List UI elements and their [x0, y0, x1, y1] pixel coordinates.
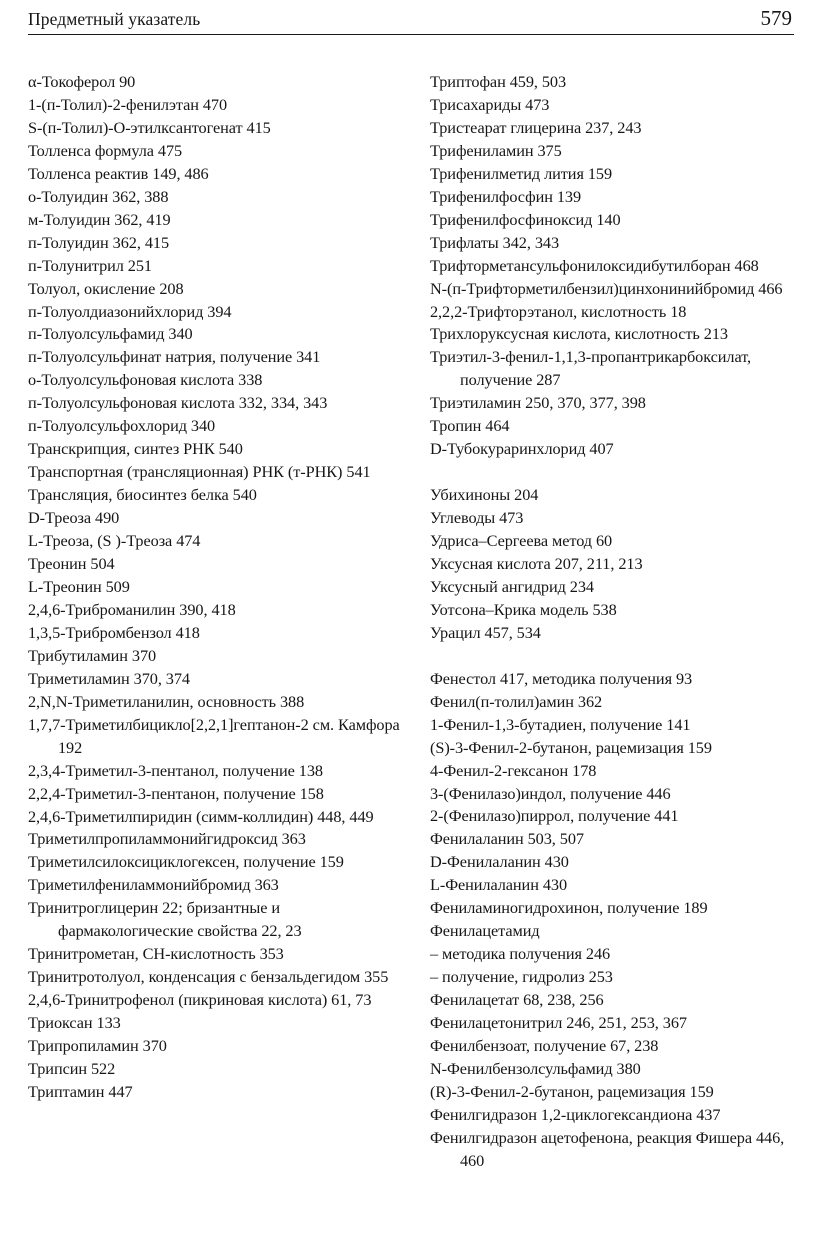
index-entry: 1-Фенил-1,3-бутадиен, получение 141: [430, 714, 691, 734]
index-entry: Фенилаланин 503, 507: [430, 829, 584, 849]
index-entry: 1,7,7-Триметилбицикло[2,2,1]гептанон-2 см. Камфора 192: [28, 714, 400, 757]
index-entry: Уксусный ангидрид 234: [430, 576, 594, 596]
index-entry: Фенилгидразон 1,2-циклогександиона 437: [430, 1104, 721, 1124]
index-entry: Тропин 464: [430, 416, 510, 436]
index-entry: п-Толуолсульфоновая кислота 332, 334, 343: [28, 393, 328, 413]
index-entry: Фенестол 417, методика получения 93: [430, 668, 693, 688]
index-entry: Трипропиламин 370: [28, 1036, 167, 1056]
index-entry: п-Толуолсульфинат натрия, получение 341: [28, 347, 321, 367]
index-entry: Триоксан 133: [28, 1013, 121, 1033]
index-entry: Триметилсилоксициклогексен, получение 159: [28, 852, 344, 872]
index-entry: Трифторметансульфонилоксидибутилборан 468: [430, 255, 759, 275]
index-entry: Фенилацетамид: [430, 921, 540, 941]
index-entry: Фенилацетонитрил 246, 251, 253, 367: [430, 1013, 687, 1033]
index-entry: Убихиноны 204: [430, 485, 539, 505]
index-entry: о-Толуидин 362, 388: [28, 186, 169, 206]
index-entry: Трифенилметид лития 159: [430, 163, 613, 183]
index-entry: 2,4,6-Триброманилин 390, 418: [28, 599, 236, 619]
index-entry: Фенилбензоат, получение 67, 238: [430, 1036, 659, 1055]
index-entry: Трифенилфосфин 139: [430, 186, 582, 206]
index-entry: Тринитроглицерин 22; бризантные и фармакологические свойства 22, 23: [28, 898, 302, 941]
index-entry: Уотсона–Крика модель 538: [430, 599, 617, 619]
index-entry: Трибутиламин 370: [28, 645, 157, 665]
index-column-right: [430, 71, 796, 1173]
index-entry: – методика получения 246: [430, 944, 611, 964]
index-entry: Углеводы 473: [430, 508, 524, 528]
index-entry: 1,3,5-Трибромбензол 418: [28, 622, 200, 642]
index-entry: 2,2,4-Триметил-3-пентанон, получение 158: [28, 783, 324, 803]
index-entry: Триптофан 459, 503: [430, 72, 567, 91]
index-entry: Транспортная (трансляционная) РНК (т-РНК) 541: [28, 462, 371, 482]
index-entry: (R)-3-Фенил-2-бутанон, рацемизация 159: [430, 1081, 714, 1101]
index-entry: п-Толунитрил 251: [28, 255, 152, 275]
index-entry: Треонин 504: [28, 554, 115, 574]
index-entry: 3-(Фенилазо)индол, получение 446: [430, 783, 671, 803]
index-entry: Уксусная кислота 207, 211, 213: [430, 554, 643, 573]
index-entry: Тринитротолуол, конденсация с бензальдегидом 355: [28, 967, 389, 987]
index-entry: о-Толуолсульфоновая кислота 338: [28, 370, 263, 390]
index-entry: Фенилгидразон ацетофенона, реакция Фишера 446, 460: [430, 1127, 785, 1170]
index-entry: (S)-3-Фенил-2-бутанон, рацемизация 159: [430, 737, 712, 757]
index-entry: 2,4,6-Триметилпиридин (симм-коллидин) 448, 449: [28, 806, 374, 826]
index-entry: Тристеарат глицерина 237, 243: [430, 117, 642, 137]
index-entry: D-Фенилаланин 430: [430, 852, 569, 872]
index-entry: м-Толуидин 362, 419: [28, 209, 171, 229]
index-entry: Тринитрометан, СН-кислотность 353: [28, 944, 284, 964]
index-entry: Транскрипция, синтез РНК 540: [28, 439, 243, 459]
index-entry: Триметиламин 370, 374: [28, 668, 190, 688]
index-entry: Трихлоруксусная кислота, кислотность 213: [430, 324, 728, 344]
page-number: 579: [760, 6, 792, 30]
index-entry: Удриса–Сергеева метод 60: [430, 531, 613, 551]
index-entry: 2,3,4-Триметил-3-пентанол, получение 138: [28, 760, 323, 780]
index-entry: Толуол, окисление 208: [28, 278, 184, 298]
index-entry: Трифлаты 342, 343: [430, 232, 560, 252]
index-entry: Трифенилфосфиноксид 140: [430, 209, 621, 229]
index-entry: – получение, гидролиз 253: [430, 967, 613, 987]
index-entry: N-(п-Трифторметилбензил)цинхонинийбромид 466: [430, 278, 783, 298]
page-header: [28, 8, 794, 35]
index-entry: S-(п-Толил)-О-этилксантогенат 415: [28, 117, 271, 137]
section-gap: [430, 645, 796, 668]
index-entry: Толленса формула 475: [28, 140, 183, 160]
index-entry: Фениламиногидрохинон, получение 189: [430, 898, 708, 918]
index-entry: D-Треоза 490: [28, 508, 120, 528]
index-entry: Триптамин 447: [28, 1081, 133, 1101]
index-entry: 1-(п-Толил)-2-фенилэтан 470: [28, 94, 228, 114]
index-entry: 2,4,6-Тринитрофенол (пикриновая кислота) 61, 73: [28, 990, 372, 1010]
index-entry: Фенилацетат 68, 238, 256: [430, 990, 604, 1010]
index-entry: Триметилфениламмонийбромид 363: [28, 875, 279, 895]
index-entry: Толленса реактив 149, 486: [28, 163, 209, 183]
index-entry: Урацил 457, 534: [430, 622, 541, 642]
index-column-left: [28, 71, 408, 1104]
index-entry: п-Толуолдиазонийхлорид 394: [28, 301, 232, 321]
index-entry: п-Толуолсульфамид 340: [28, 324, 193, 344]
index-entry: D-Тубокураринхлорид 407: [430, 439, 614, 459]
index-entry: α-Токоферол 90: [28, 72, 136, 91]
index-entry: 2-(Фенилазо)пиррол, получение 441: [430, 806, 679, 826]
index-entry: п-Толуолсульфохлорид 340: [28, 416, 216, 436]
index-entry: N-Фенилбензолсульфамид 380: [430, 1058, 641, 1078]
index-entry: Триэтиламин 250, 370, 377, 398: [430, 393, 646, 413]
index-entry: п-Толуидин 362, 415: [28, 232, 170, 252]
running-title: Предметный указатель: [28, 9, 201, 29]
index-entry: Триэтил-3-фенил-1,1,3-пропантрикарбоксилат, получение 287: [430, 347, 751, 390]
index-entry: 4-Фенил-2-гексанон 178: [430, 760, 597, 780]
index-entry: L-Треонин 509: [28, 576, 130, 596]
index-entry: 2,N,N-Триметиланилин, основность 388: [28, 691, 305, 711]
index-entry: Фенил(п-толил)амин 362: [430, 691, 603, 711]
index-entry: Трансляция, биосинтез белка 540: [28, 485, 257, 505]
index-entry: 2,2,2-Трифторэтанол, кислотность 18: [430, 301, 687, 321]
index-entry: Триметилпропиламмонийгидроксид 363: [28, 829, 306, 849]
index-entry: Трифениламин 375: [430, 140, 562, 160]
index-entry: L-Треоза, (S )-Треоза 474: [28, 531, 201, 551]
index-entry: Трипсин 522: [28, 1058, 116, 1078]
index-entry: Трисахариды 473: [430, 94, 550, 114]
section-gap: [430, 461, 796, 484]
index-entry: L-Фенилаланин 430: [430, 875, 567, 895]
